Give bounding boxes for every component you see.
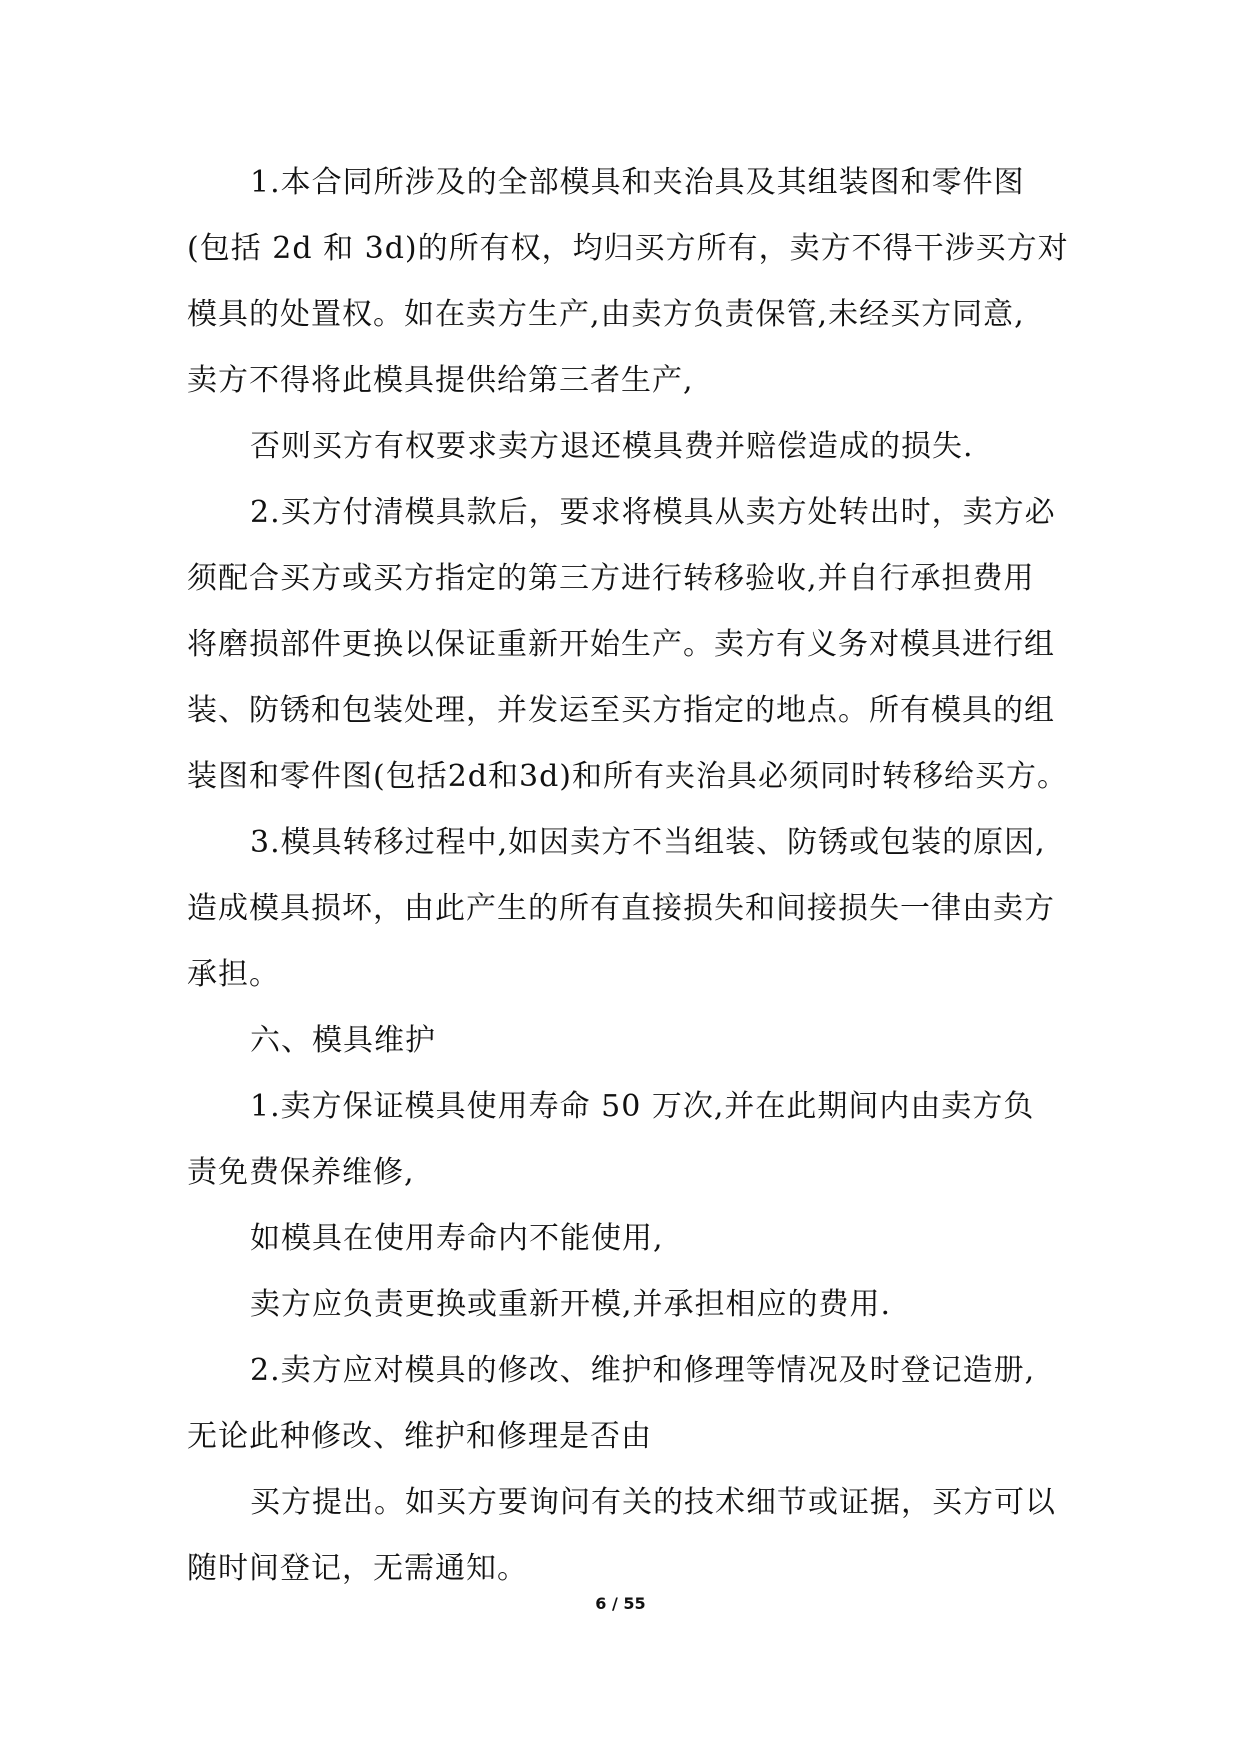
text-line: (包括 2d 和 3d)的所有权，均归买方所有，卖方不得干涉买方对 [187,231,1069,266]
text-line: 卖方应负责更换或重新开模,并承担相应的费用. [250,1287,892,1322]
text-line: 随时间登记，无需通知。 [187,1551,528,1586]
text-line: 将磨损部件更换以保证重新开始生产。卖方有义务对模具进行组 [187,627,1055,662]
text-line: 须配合买方或买方指定的第三方进行转移验收,并自行承担费用 [187,561,1035,596]
text-line: 责免费保养维修, [187,1155,415,1190]
text-line: 2.买方付清模具款后，要求将模具从卖方处转出时，卖方必 [250,495,1056,530]
text-line: 否则买方有权要求卖方退还模具费并赔偿造成的损失. [250,429,974,464]
text-line: 如模具在使用寿命内不能使用, [250,1221,664,1256]
text-line: 1.本合同所涉及的全部模具和夹治具及其组装图和零件图 [250,165,1025,200]
text-line: 造成模具损坏，由此产生的所有直接损失和间接损失一律由卖方 [187,891,1055,926]
section-heading: 六、模具维护 [250,1023,436,1058]
text-line: 1.卖方保证模具使用寿命 50 万次,并在此期间内由卖方负 [250,1089,1035,1124]
text-line: 模具的处置权。如在卖方生产,由卖方负责保管,未经买方同意, [187,297,1025,332]
text-line: 承担。 [187,957,280,992]
document-body [187,150,1069,1602]
page-number: 6 / 55 [595,1594,646,1613]
text-line: 无论此种修改、维护和修理是否由 [187,1419,652,1454]
text-line: 2.卖方应对模具的修改、维护和修理等情况及时登记造册, [250,1353,1036,1388]
text-line: 卖方不得将此模具提供给第三者生产, [187,363,694,398]
text-line: 买方提出。如买方要询问有关的技术细节或证据，买方可以 [250,1485,1056,1520]
text-line: 装、防锈和包装处理，并发运至买方指定的地点。所有模具的组 [187,693,1055,728]
text-line: 3.模具转移过程中,如因卖方不当组装、防锈或包装的原因, [250,825,1046,860]
text-line: 装图和零件图(包括2d和3d)和所有夹治具必须同时转移给买方。 [187,759,1068,794]
